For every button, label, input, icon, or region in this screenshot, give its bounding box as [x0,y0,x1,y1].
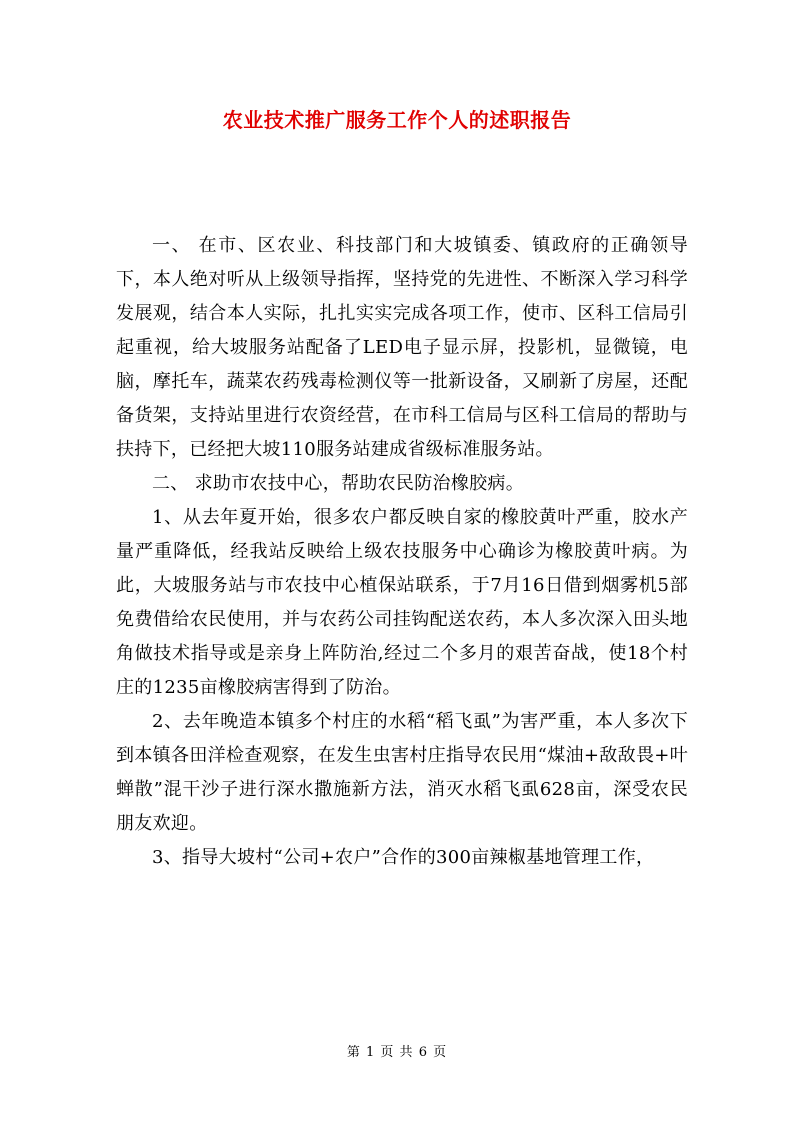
document-body [116,229,688,875]
paragraph-item-one: 1、从去年夏开始，很多农户都反映自家的橡胶黄叶严重，胶水产量严重降低，经我站反映给上级农技服务中心确诊为橡胶黄叶病。为此，大坡服务站与市农技中心植保站联系，于7月16日借到烟雾机5部免费借给农民使用，并与农药公司挂钩配送农药，本人多次深入田头地角做技术指导或是亲身上阵防治,经过二个多月的艰苦奋战，使18个村庄的1235亩橡胶病害得到了防治。 [116,507,688,698]
paragraph-section-one: 一、 在市、区农业、科技部门和大坡镇委、镇政府的正确领导下，本人绝对听从上级领导指挥，坚持党的先进性、不断深入学习科学发展观，结合本人实际，扎扎实实完成各项工作，使市、区科工信局引起重视，给大坡服务站配备了LED电子显示屏，投影机，显微镜，电脑，摩托车，蔬菜农药残毒检测仪等一批新设备，又刷新了房屋，还配备货架，支持站里进行农资经营，在市科工信局与区科工信局的帮助与扶持下，已经把大坡110服务站建成省级标准服务站。 [116,235,688,460]
page-number-footer: 第 1 页 共 6 页 [346,1045,448,1060]
document-title: 农业技术推广服务工作个人的述职报告 [222,108,572,132]
paragraph-item-three: 3、指导大坡村“公司+农户”合作的300亩辣椒基地管理工作， [152,847,655,868]
paragraph-item-two: 2、去年晚造本镇多个村庄的水稻“稻飞虱”为害严重，本人多次下到本镇各田洋检查观察，在发生虫害村庄指导农民用“煤油+敌敌畏+叶蝉散”混干沙子进行深水撒施新方法，消灭水稻飞虱628亩，深受农民朋友欢迎。 [116,711,688,834]
paragraph-section-two-heading: 二、 求助市农技中心，帮助农民防治橡胶病。 [152,473,525,494]
